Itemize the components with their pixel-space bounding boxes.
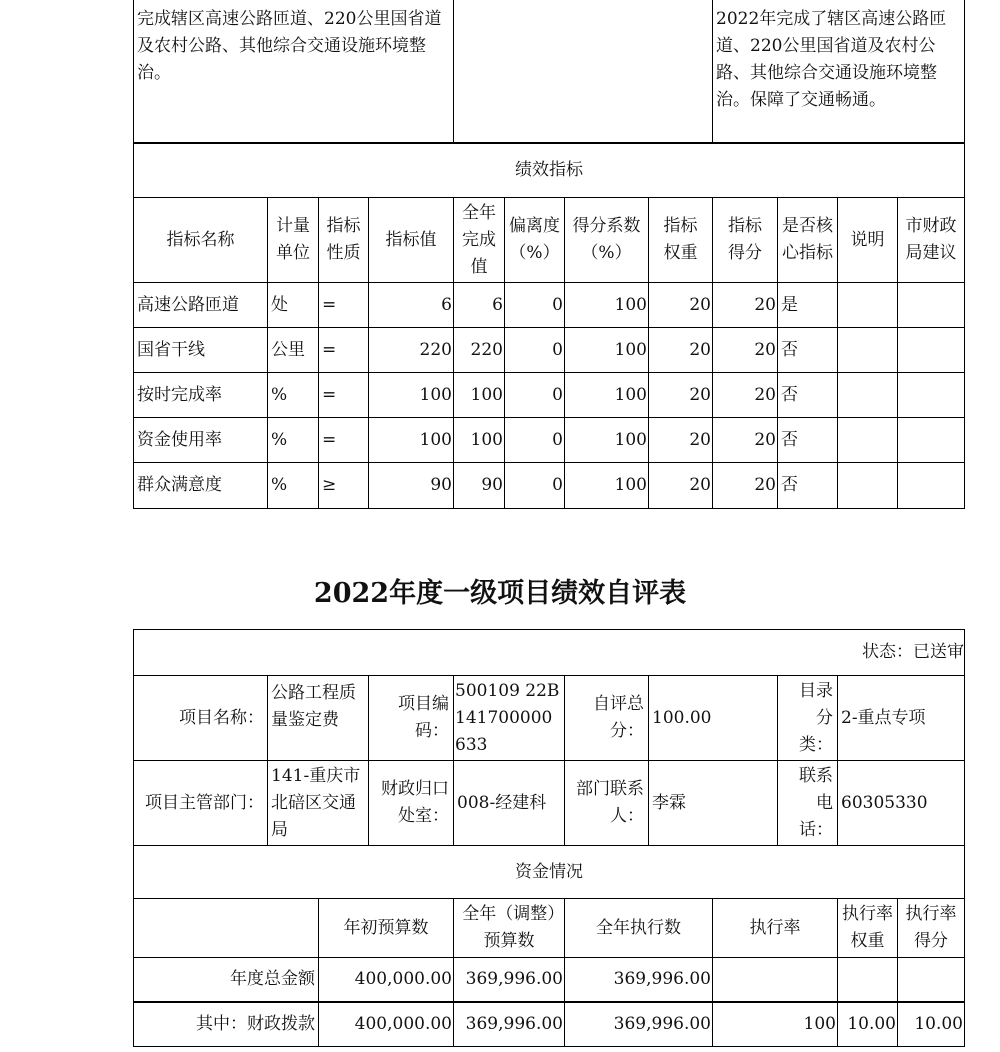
funds-row-label: 年度总金额 bbox=[230, 969, 315, 989]
indicator-score: 20 bbox=[754, 475, 776, 495]
indicator-target: 6 bbox=[441, 294, 452, 315]
funds-initial-budget: 400,000.00 bbox=[354, 969, 452, 989]
funds-section-label: 资金情况 bbox=[515, 861, 583, 882]
project-code-label: 项目编码： bbox=[398, 694, 449, 741]
indicator-target: 90 bbox=[430, 475, 452, 495]
category-label: 目录分类： bbox=[799, 680, 833, 755]
header-score: 指标得分 bbox=[728, 216, 762, 263]
indicator-actual: 100 bbox=[470, 384, 503, 405]
indicator-coef: 100 bbox=[614, 339, 647, 360]
indicator-deviation: 0 bbox=[552, 339, 563, 360]
header-note: 说明 bbox=[850, 229, 885, 250]
self-score-label: 自评总分： bbox=[593, 694, 644, 741]
indicator-core: 是 bbox=[781, 294, 798, 315]
indicator-unit: % bbox=[271, 429, 288, 450]
header-actual-value: 全年完成值 bbox=[462, 202, 496, 277]
indicator-unit: % bbox=[271, 384, 288, 405]
project-code-value: 500109 22B141700000633 bbox=[455, 680, 560, 755]
dept-label: 项目主管部门： bbox=[145, 792, 264, 813]
funds-adjusted-budget: 369,996.00 bbox=[465, 1014, 563, 1034]
indicator-coef: 100 bbox=[614, 475, 647, 495]
indicator-unit: % bbox=[271, 475, 288, 495]
funds-rate-score: 10.00 bbox=[914, 1014, 963, 1034]
objective-text: 完成辖区高速公路匝道、220公里国省道及农村公路、其他综合交通设施环境整治。 bbox=[137, 9, 442, 83]
dept-value: 141-重庆市北碚区交通局 bbox=[271, 766, 361, 840]
indicator-score: 20 bbox=[754, 384, 776, 405]
indicator-nature: ≥ bbox=[322, 475, 337, 495]
header-core: 是否核心指标 bbox=[782, 216, 833, 263]
contact-label: 部门联系人： bbox=[576, 779, 644, 826]
indicator-coef: 100 bbox=[614, 294, 647, 315]
indicator-weight: 20 bbox=[689, 384, 711, 405]
indicator-name: 高速公路匝道 bbox=[137, 294, 239, 315]
project-name-value: 公路工程质量鉴定费 bbox=[271, 683, 356, 730]
phone-label: 联系电话： bbox=[799, 765, 833, 840]
indicator-score: 20 bbox=[754, 429, 776, 450]
indicator-name: 群众满意度 bbox=[137, 475, 222, 495]
indicator-target: 220 bbox=[419, 339, 452, 360]
indicator-coef: 100 bbox=[614, 429, 647, 450]
indicator-name: 国省干线 bbox=[137, 339, 205, 360]
indicator-nature: = bbox=[322, 429, 337, 450]
header-score-coef: 得分系数（%） bbox=[572, 216, 641, 263]
funds-initial-budget: 400,000.00 bbox=[354, 1014, 452, 1034]
contact-value: 李霖 bbox=[652, 792, 686, 813]
indicator-name: 资金使用率 bbox=[137, 429, 222, 450]
funds-header-rate-score: 执行率得分 bbox=[905, 904, 957, 951]
indicator-actual: 100 bbox=[470, 429, 503, 450]
indicator-actual: 90 bbox=[481, 475, 503, 495]
indicator-deviation: 0 bbox=[552, 475, 563, 495]
indicator-deviation: 0 bbox=[552, 429, 563, 450]
funds-header-adjusted-budget: 全年（调整）预算数 bbox=[462, 904, 556, 951]
indicator-unit: 处 bbox=[271, 294, 288, 315]
indicator-nature: = bbox=[322, 294, 337, 315]
header-unit: 计量单位 bbox=[276, 216, 310, 263]
actual-result-text: 2022年完成了辖区高速公路匝道、220公里国省道及农村公路、其他综合交通设施环境整治。保障了交通畅通。 bbox=[716, 9, 947, 110]
category-value: 2-重点专项 bbox=[841, 707, 926, 728]
indicator-target: 100 bbox=[419, 429, 452, 450]
indicator-core: 否 bbox=[781, 475, 798, 495]
performance-section-label: 绩效指标 bbox=[515, 159, 583, 180]
funds-header-initial-budget: 年初预算数 bbox=[343, 917, 429, 938]
funds-header-rate-weight: 执行率权重 bbox=[842, 904, 893, 951]
indicator-actual: 220 bbox=[470, 339, 503, 360]
indicator-target: 100 bbox=[419, 384, 452, 405]
indicator-core: 否 bbox=[781, 339, 798, 360]
indicator-deviation: 0 bbox=[552, 294, 563, 315]
funds-exec-rate: 100 bbox=[803, 1014, 836, 1034]
indicator-core: 否 bbox=[781, 429, 798, 450]
funds-executed: 369,996.00 bbox=[613, 1014, 711, 1034]
indicator-weight: 20 bbox=[689, 475, 711, 495]
phone-value: 60305330 bbox=[841, 792, 928, 813]
header-deviation: 偏离度（%） bbox=[509, 216, 560, 263]
header-target-value: 指标值 bbox=[385, 229, 437, 250]
indicator-unit: 公里 bbox=[271, 339, 305, 360]
funds-header-exec-rate: 执行率 bbox=[749, 917, 801, 938]
indicator-weight: 20 bbox=[689, 429, 711, 450]
indicator-coef: 100 bbox=[614, 384, 647, 405]
office-label: 财政归口处室： bbox=[381, 779, 449, 826]
header-finance-advice: 市财政局建议 bbox=[905, 216, 957, 263]
funds-rate-weight: 10.00 bbox=[847, 1014, 896, 1034]
funds-row-label: 其中：财政拨款 bbox=[196, 1014, 315, 1034]
indicator-score: 20 bbox=[754, 339, 776, 360]
indicator-deviation: 0 bbox=[552, 384, 563, 405]
header-nature: 指标性质 bbox=[326, 216, 361, 263]
indicator-core: 否 bbox=[781, 384, 798, 405]
funds-executed: 369,996.00 bbox=[613, 969, 711, 989]
indicator-weight: 20 bbox=[689, 294, 711, 315]
funds-adjusted-budget: 369,996.00 bbox=[465, 969, 563, 989]
office-value: 008-经建科 bbox=[457, 792, 547, 813]
form-title: 2022年度一级项目绩效自评表 bbox=[313, 578, 687, 609]
header-indicator-name: 指标名称 bbox=[166, 229, 235, 250]
indicator-name: 按时完成率 bbox=[137, 384, 222, 405]
indicator-nature: = bbox=[322, 339, 337, 360]
indicator-actual: 6 bbox=[492, 294, 503, 315]
status-badge: 状态：已送审 bbox=[862, 642, 964, 662]
header-weight: 指标权重 bbox=[663, 216, 698, 263]
indicator-weight: 20 bbox=[689, 339, 711, 360]
indicator-score: 20 bbox=[754, 294, 776, 315]
indicator-nature: = bbox=[322, 384, 337, 405]
project-name-label: 项目名称： bbox=[179, 707, 264, 728]
funds-header-executed: 全年执行数 bbox=[596, 917, 681, 938]
self-score-value: 100.00 bbox=[652, 707, 712, 728]
